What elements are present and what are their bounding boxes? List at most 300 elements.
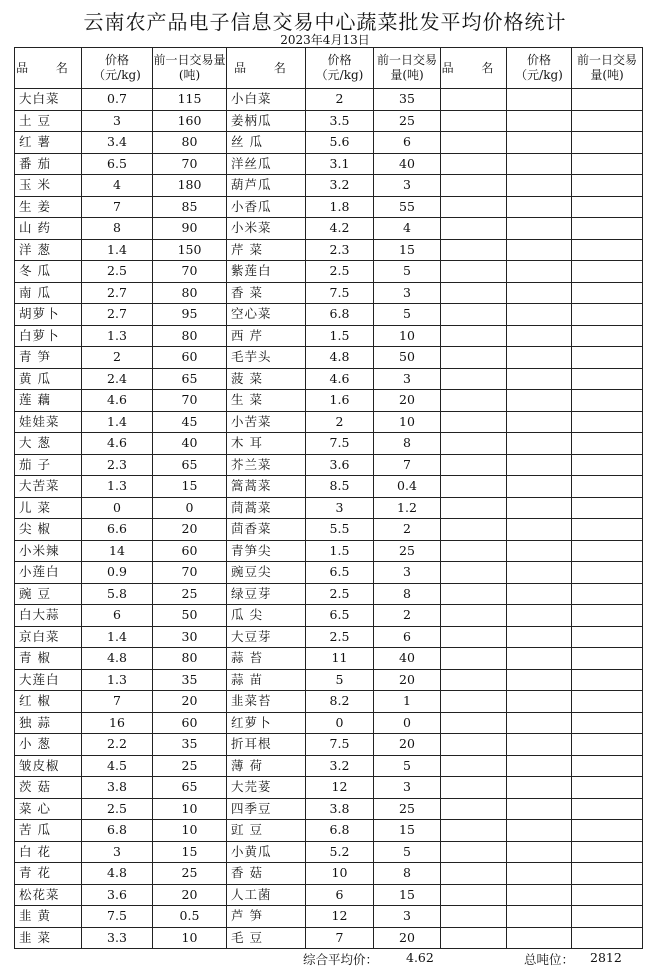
cell-name-3 (441, 841, 507, 863)
cell-volume-1: 70 (153, 390, 227, 412)
cell-volume-3 (572, 626, 643, 648)
cell-volume-1: 45 (153, 411, 227, 433)
cell-price-3 (507, 884, 572, 906)
cell-volume-3 (572, 863, 643, 885)
cell-price-1: 2.3 (82, 454, 153, 476)
cell-volume-2: 0.4 (374, 476, 441, 498)
report-date: 2023年4月13日 (280, 33, 370, 47)
cell-name-2: 青笋尖 (227, 540, 306, 562)
cell-price-1: 6.6 (82, 519, 153, 541)
cell-price-2: 5.2 (306, 841, 374, 863)
cell-volume-3 (572, 669, 643, 691)
cell-name-3 (441, 669, 507, 691)
cell-volume-1: 50 (153, 605, 227, 627)
cell-price-1: 4.8 (82, 648, 153, 670)
cell-name-2: 生 菜 (227, 390, 306, 412)
cell-name-2: 毛 豆 (227, 927, 306, 949)
cell-price-1: 6.8 (82, 820, 153, 842)
total-tonnage-value: 2812 (590, 950, 622, 965)
cell-price-2: 7.5 (306, 433, 374, 455)
cell-price-1: 1.4 (82, 626, 153, 648)
cell-price-1: 4.6 (82, 390, 153, 412)
cell-name-1: 山 药 (15, 218, 82, 240)
cell-price-1: 3.4 (82, 132, 153, 154)
cell-name-3 (441, 712, 507, 734)
cell-name-1: 土 豆 (15, 110, 82, 132)
table-row (15, 648, 643, 670)
cell-volume-1: 65 (153, 777, 227, 799)
cell-volume-3 (572, 476, 643, 498)
cell-volume-2: 3 (374, 368, 441, 390)
table-row (15, 777, 643, 799)
cell-name-1: 小米辣 (15, 540, 82, 562)
table-row (15, 261, 643, 283)
cell-price-1: 2.7 (82, 304, 153, 326)
cell-volume-1: 180 (153, 175, 227, 197)
table-row (15, 132, 643, 154)
cell-name-1: 大白菜 (15, 89, 82, 111)
cell-volume-1: 80 (153, 132, 227, 154)
cell-name-1: 莲 藕 (15, 390, 82, 412)
cell-name-3 (441, 519, 507, 541)
cell-volume-3 (572, 282, 643, 304)
cell-volume-2: 15 (374, 820, 441, 842)
cell-name-2: 芹 菜 (227, 239, 306, 261)
cell-name-2: 芥兰菜 (227, 454, 306, 476)
cell-name-2: 豇 豆 (227, 820, 306, 842)
cell-name-3 (441, 755, 507, 777)
cell-price-3 (507, 562, 572, 584)
cell-volume-3 (572, 390, 643, 412)
cell-price-3 (507, 497, 572, 519)
cell-name-2: 菠 菜 (227, 368, 306, 390)
header-name-1: 品 名 (15, 48, 82, 89)
cell-price-1: 1.4 (82, 411, 153, 433)
cell-volume-3 (572, 884, 643, 906)
cell-volume-1: 80 (153, 282, 227, 304)
cell-price-1: 2.5 (82, 798, 153, 820)
cell-volume-2: 4 (374, 218, 441, 240)
cell-name-3 (441, 648, 507, 670)
cell-price-3 (507, 712, 572, 734)
cell-volume-2: 50 (374, 347, 441, 369)
cell-name-1: 南 瓜 (15, 282, 82, 304)
table-row (15, 583, 643, 605)
cell-name-3 (441, 927, 507, 949)
cell-price-2: 4.8 (306, 347, 374, 369)
cell-name-2: 蒜 苗 (227, 669, 306, 691)
cell-volume-2: 0 (374, 712, 441, 734)
cell-volume-1: 15 (153, 476, 227, 498)
cell-price-2: 6.5 (306, 562, 374, 584)
cell-price-3 (507, 411, 572, 433)
cell-volume-3 (572, 648, 643, 670)
table-row (15, 368, 643, 390)
table-row (15, 153, 643, 175)
cell-name-3 (441, 798, 507, 820)
cell-volume-1: 10 (153, 798, 227, 820)
cell-price-2: 5 (306, 669, 374, 691)
header-price-3: 价格（元/kg) (507, 48, 572, 89)
cell-volume-2: 20 (374, 734, 441, 756)
table-row (15, 325, 643, 347)
cell-volume-1: 30 (153, 626, 227, 648)
cell-volume-3 (572, 798, 643, 820)
cell-volume-2: 5 (374, 304, 441, 326)
cell-volume-1: 70 (153, 261, 227, 283)
cell-volume-3 (572, 239, 643, 261)
cell-name-2: 西 芹 (227, 325, 306, 347)
table-row (15, 476, 643, 498)
cell-price-1: 14 (82, 540, 153, 562)
cell-price-2: 12 (306, 777, 374, 799)
cell-price-2: 6 (306, 884, 374, 906)
cell-name-1: 韭 黄 (15, 906, 82, 928)
cell-name-3 (441, 562, 507, 584)
cell-name-2: 空心菜 (227, 304, 306, 326)
cell-volume-1: 20 (153, 691, 227, 713)
cell-price-3 (507, 777, 572, 799)
cell-name-3 (441, 390, 507, 412)
cell-name-1: 茨 菇 (15, 777, 82, 799)
cell-volume-1: 25 (153, 863, 227, 885)
cell-volume-3 (572, 110, 643, 132)
cell-name-2: 红萝卜 (227, 712, 306, 734)
cell-name-3 (441, 734, 507, 756)
cell-name-3 (441, 777, 507, 799)
cell-name-3 (441, 476, 507, 498)
cell-volume-3 (572, 433, 643, 455)
cell-price-2: 11 (306, 648, 374, 670)
cell-price-1: 3.8 (82, 777, 153, 799)
cell-price-3 (507, 89, 572, 111)
cell-volume-2: 55 (374, 196, 441, 218)
cell-name-3 (441, 368, 507, 390)
cell-price-3 (507, 132, 572, 154)
cell-volume-3 (572, 734, 643, 756)
header-name-2: 品 名 (227, 48, 306, 89)
cell-price-2: 7.5 (306, 734, 374, 756)
cell-volume-2: 15 (374, 239, 441, 261)
cell-name-1: 小莲白 (15, 562, 82, 584)
cell-name-2: 芦 笋 (227, 906, 306, 928)
cell-price-2: 1.8 (306, 196, 374, 218)
cell-volume-1: 70 (153, 562, 227, 584)
cell-name-3 (441, 218, 507, 240)
cell-name-2: 瓜 尖 (227, 605, 306, 627)
cell-name-2: 大豆芽 (227, 626, 306, 648)
cell-name-1: 茄 子 (15, 454, 82, 476)
cell-volume-2: 10 (374, 325, 441, 347)
cell-name-2: 折耳根 (227, 734, 306, 756)
average-price-value: 4.62 (406, 950, 434, 965)
cell-volume-3 (572, 755, 643, 777)
table-row (15, 218, 643, 240)
cell-volume-3 (572, 454, 643, 476)
cell-name-2: 小米菜 (227, 218, 306, 240)
cell-price-3 (507, 906, 572, 928)
cell-name-3 (441, 153, 507, 175)
cell-price-2: 2.3 (306, 239, 374, 261)
table-row (15, 927, 643, 949)
cell-volume-3 (572, 218, 643, 240)
cell-price-3 (507, 454, 572, 476)
cell-price-3 (507, 841, 572, 863)
cell-name-3 (441, 411, 507, 433)
cell-name-1: 黄 瓜 (15, 368, 82, 390)
table-row (15, 304, 643, 326)
cell-price-3 (507, 476, 572, 498)
table-row (15, 626, 643, 648)
cell-volume-2: 5 (374, 261, 441, 283)
cell-price-1: 2.7 (82, 282, 153, 304)
cell-name-2: 姜柄瓜 (227, 110, 306, 132)
cell-volume-3 (572, 196, 643, 218)
cell-price-1: 4 (82, 175, 153, 197)
cell-volume-3 (572, 347, 643, 369)
cell-price-3 (507, 282, 572, 304)
cell-volume-3 (572, 497, 643, 519)
table-header-row (15, 48, 643, 89)
cell-volume-3 (572, 89, 643, 111)
cell-price-1: 1.3 (82, 325, 153, 347)
cell-volume-2: 25 (374, 798, 441, 820)
cell-volume-3 (572, 261, 643, 283)
table-row (15, 669, 643, 691)
cell-volume-2: 8 (374, 863, 441, 885)
cell-volume-3 (572, 820, 643, 842)
cell-name-3 (441, 691, 507, 713)
cell-price-1: 2.5 (82, 261, 153, 283)
cell-price-2: 6.8 (306, 820, 374, 842)
cell-volume-3 (572, 411, 643, 433)
cell-price-2: 5.6 (306, 132, 374, 154)
table-row (15, 755, 643, 777)
cell-price-1: 6.5 (82, 153, 153, 175)
table-row (15, 110, 643, 132)
cell-volume-2: 3 (374, 777, 441, 799)
cell-price-1: 4.8 (82, 863, 153, 885)
cell-volume-2: 35 (374, 89, 441, 111)
cell-volume-3 (572, 175, 643, 197)
cell-price-3 (507, 218, 572, 240)
cell-name-3 (441, 454, 507, 476)
cell-name-3 (441, 304, 507, 326)
cell-price-1: 3 (82, 841, 153, 863)
cell-price-2: 0 (306, 712, 374, 734)
cell-name-3 (441, 497, 507, 519)
cell-volume-2: 10 (374, 411, 441, 433)
cell-volume-1: 150 (153, 239, 227, 261)
cell-price-2: 3.5 (306, 110, 374, 132)
cell-price-3 (507, 626, 572, 648)
table-row (15, 175, 643, 197)
cell-volume-1: 15 (153, 841, 227, 863)
cell-price-2: 2.5 (306, 261, 374, 283)
cell-price-3 (507, 175, 572, 197)
cell-volume-3 (572, 691, 643, 713)
table-row (15, 798, 643, 820)
cell-price-2: 2 (306, 411, 374, 433)
cell-name-3 (441, 261, 507, 283)
cell-price-2: 3.2 (306, 175, 374, 197)
table-row (15, 884, 643, 906)
cell-price-3 (507, 691, 572, 713)
table-row (15, 691, 643, 713)
cell-price-2: 3.6 (306, 454, 374, 476)
cell-volume-1: 80 (153, 325, 227, 347)
cell-price-1: 6 (82, 605, 153, 627)
table-row (15, 196, 643, 218)
cell-volume-2: 6 (374, 132, 441, 154)
table-row (15, 906, 643, 928)
cell-volume-3 (572, 519, 643, 541)
cell-price-2: 2.5 (306, 583, 374, 605)
cell-name-1: 皱皮椒 (15, 755, 82, 777)
table-row (15, 497, 643, 519)
cell-volume-1: 60 (153, 712, 227, 734)
cell-volume-1: 70 (153, 153, 227, 175)
cell-price-3 (507, 433, 572, 455)
cell-price-1: 2.4 (82, 368, 153, 390)
cell-name-1: 青 笋 (15, 347, 82, 369)
table-row (15, 454, 643, 476)
cell-volume-2: 20 (374, 390, 441, 412)
cell-name-2: 毛芋头 (227, 347, 306, 369)
cell-price-2: 7 (306, 927, 374, 949)
table-row (15, 841, 643, 863)
cell-price-3 (507, 648, 572, 670)
table-row (15, 562, 643, 584)
cell-price-3 (507, 540, 572, 562)
cell-name-3 (441, 110, 507, 132)
table-row (15, 390, 643, 412)
cell-name-1: 娃娃菜 (15, 411, 82, 433)
cell-name-3 (441, 626, 507, 648)
cell-price-1: 7 (82, 691, 153, 713)
cell-name-1: 大苦菜 (15, 476, 82, 498)
cell-price-3 (507, 734, 572, 756)
price-table (14, 47, 643, 949)
cell-price-2: 12 (306, 906, 374, 928)
cell-volume-1: 85 (153, 196, 227, 218)
cell-price-2: 10 (306, 863, 374, 885)
cell-volume-3 (572, 583, 643, 605)
cell-name-1: 菜 心 (15, 798, 82, 820)
cell-name-1: 番 茄 (15, 153, 82, 175)
cell-name-1: 苦 瓜 (15, 820, 82, 842)
cell-volume-1: 35 (153, 734, 227, 756)
cell-price-2: 3.8 (306, 798, 374, 820)
cell-price-1: 7 (82, 196, 153, 218)
cell-volume-3 (572, 712, 643, 734)
cell-volume-1: 80 (153, 648, 227, 670)
cell-volume-2: 6 (374, 626, 441, 648)
cell-volume-2: 15 (374, 884, 441, 906)
cell-name-2: 大芫荽 (227, 777, 306, 799)
cell-volume-1: 25 (153, 755, 227, 777)
cell-volume-1: 25 (153, 583, 227, 605)
cell-price-2: 2.5 (306, 626, 374, 648)
cell-name-2: 绿豆芽 (227, 583, 306, 605)
cell-name-1: 青 花 (15, 863, 82, 885)
cell-price-3 (507, 239, 572, 261)
cell-price-2: 2 (306, 89, 374, 111)
cell-name-1: 白萝卜 (15, 325, 82, 347)
cell-name-3 (441, 433, 507, 455)
cell-price-1: 3.3 (82, 927, 153, 949)
cell-name-2: 丝 瓜 (227, 132, 306, 154)
cell-name-1: 生 姜 (15, 196, 82, 218)
header-price-1: 价格（元/kg) (82, 48, 153, 89)
cell-name-1: 红 薯 (15, 132, 82, 154)
cell-volume-1: 40 (153, 433, 227, 455)
cell-name-1: 红 椒 (15, 691, 82, 713)
cell-price-2: 8.5 (306, 476, 374, 498)
cell-price-1: 7.5 (82, 906, 153, 928)
cell-price-3 (507, 390, 572, 412)
cell-name-3 (441, 239, 507, 261)
table-row (15, 863, 643, 885)
cell-price-2: 4.6 (306, 368, 374, 390)
cell-volume-2: 25 (374, 110, 441, 132)
cell-volume-3 (572, 132, 643, 154)
cell-volume-2: 5 (374, 755, 441, 777)
cell-name-2: 韭菜苔 (227, 691, 306, 713)
cell-name-1: 京白菜 (15, 626, 82, 648)
cell-price-1: 4.6 (82, 433, 153, 455)
cell-volume-2: 3 (374, 906, 441, 928)
cell-volume-2: 2 (374, 605, 441, 627)
cell-volume-1: 0 (153, 497, 227, 519)
cell-price-3 (507, 798, 572, 820)
cell-price-2: 4.2 (306, 218, 374, 240)
cell-volume-1: 10 (153, 927, 227, 949)
cell-volume-3 (572, 562, 643, 584)
cell-price-2: 1.5 (306, 325, 374, 347)
cell-name-2: 香 菇 (227, 863, 306, 885)
cell-price-2: 6.5 (306, 605, 374, 627)
cell-name-1: 胡萝卜 (15, 304, 82, 326)
total-tonnage-label: 总吨位： (524, 952, 575, 967)
header-name-3: 品 名 (441, 48, 507, 89)
cell-name-2: 四季豆 (227, 798, 306, 820)
cell-volume-3 (572, 153, 643, 175)
cell-price-1: 1.4 (82, 239, 153, 261)
header-volume-3: 前一日交易量(吨) (572, 48, 643, 89)
cell-volume-1: 60 (153, 540, 227, 562)
cell-price-2: 3 (306, 497, 374, 519)
cell-price-3 (507, 368, 572, 390)
cell-name-3 (441, 175, 507, 197)
cell-price-1: 16 (82, 712, 153, 734)
cell-volume-3 (572, 927, 643, 949)
cell-volume-1: 90 (153, 218, 227, 240)
cell-price-1: 0.9 (82, 562, 153, 584)
cell-price-2: 6.8 (306, 304, 374, 326)
cell-name-3 (441, 282, 507, 304)
cell-price-3 (507, 605, 572, 627)
cell-name-2: 葫芦瓜 (227, 175, 306, 197)
cell-price-3 (507, 153, 572, 175)
cell-price-3 (507, 304, 572, 326)
cell-name-1: 独 蒜 (15, 712, 82, 734)
table-row (15, 239, 643, 261)
cell-price-2: 1.5 (306, 540, 374, 562)
cell-name-2: 小苦菜 (227, 411, 306, 433)
cell-volume-1: 65 (153, 454, 227, 476)
header-price-2: 价格（元/kg) (306, 48, 374, 89)
